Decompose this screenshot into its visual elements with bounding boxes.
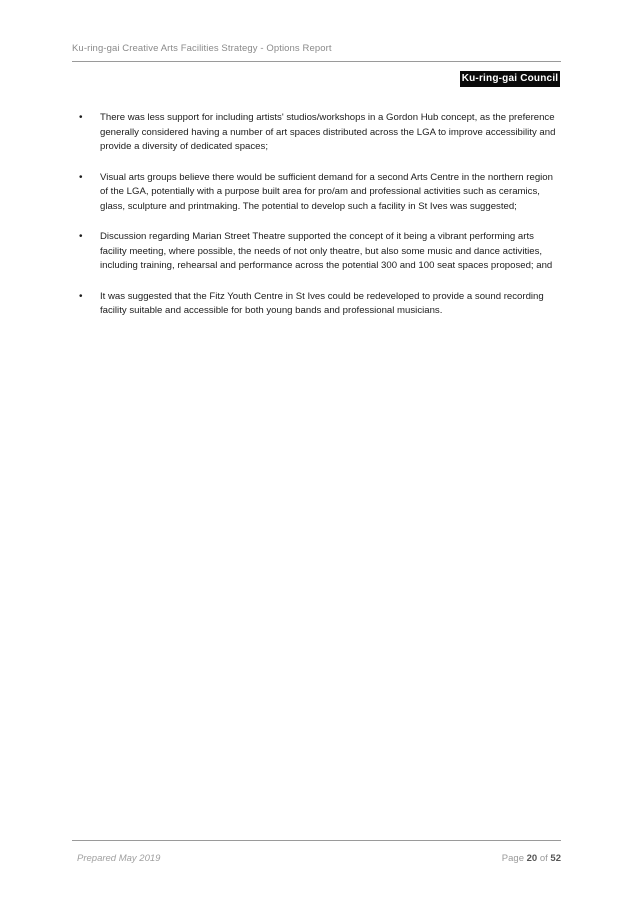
page-number: 20 [526,853,538,864]
report-header-title: Ku-ring-gai Creative Arts Facilities Strategy - Options Report [72,43,332,54]
page-label: Page [501,853,524,864]
header-divider [72,61,561,62]
page-indicator [502,853,561,864]
bullet-list [78,111,560,335]
bullet-icon: • [79,112,83,123]
footer-divider [72,840,561,841]
list-item [78,230,560,274]
bullet-text: There was less support for including artists' studios/workshops in a Gordon Hub concept, as the preference generally considered having a number of art spaces distributed across the LGA to improve accessibility and provide a diversity of dedicated spaces; [100,112,556,152]
bullet-text: Discussion regarding Marian Street Theatre supported the concept of it being a vibrant performing arts facility meeting, where possible, the needs of not only theatre, but also some music and dance activities, including training, rehearsal and performance across the potential 300 and 100 seat spaces proposed; and [100,231,553,271]
bullet-text: Visual arts groups believe there would be sufficient demand for a second Arts Centre in the northern region of the LGA, potentially with a purpose built area for pro/am and professional activities such as ceramics, glass, sculpture and printmaking. The potential to develop such a facility in St Ives was suggested; [100,171,553,212]
page-total: 52 [550,853,561,864]
list-item [78,171,560,215]
bullet-icon: • [79,231,83,242]
bullet-text: It was suggested that the Fitz Youth Centre in St Ives could be redeveloped to provide a sound recording facility suitable and accessible for both young bands and professional musicians. [100,290,544,316]
bullet-icon: • [79,171,83,183]
council-logo: Ku-ring-gai Council [460,71,560,87]
list-item [78,290,560,319]
list-item [78,111,560,155]
bullet-icon: • [79,290,83,302]
page-of-label: of [539,853,548,864]
prepared-date: Prepared May 2019 [77,853,161,864]
